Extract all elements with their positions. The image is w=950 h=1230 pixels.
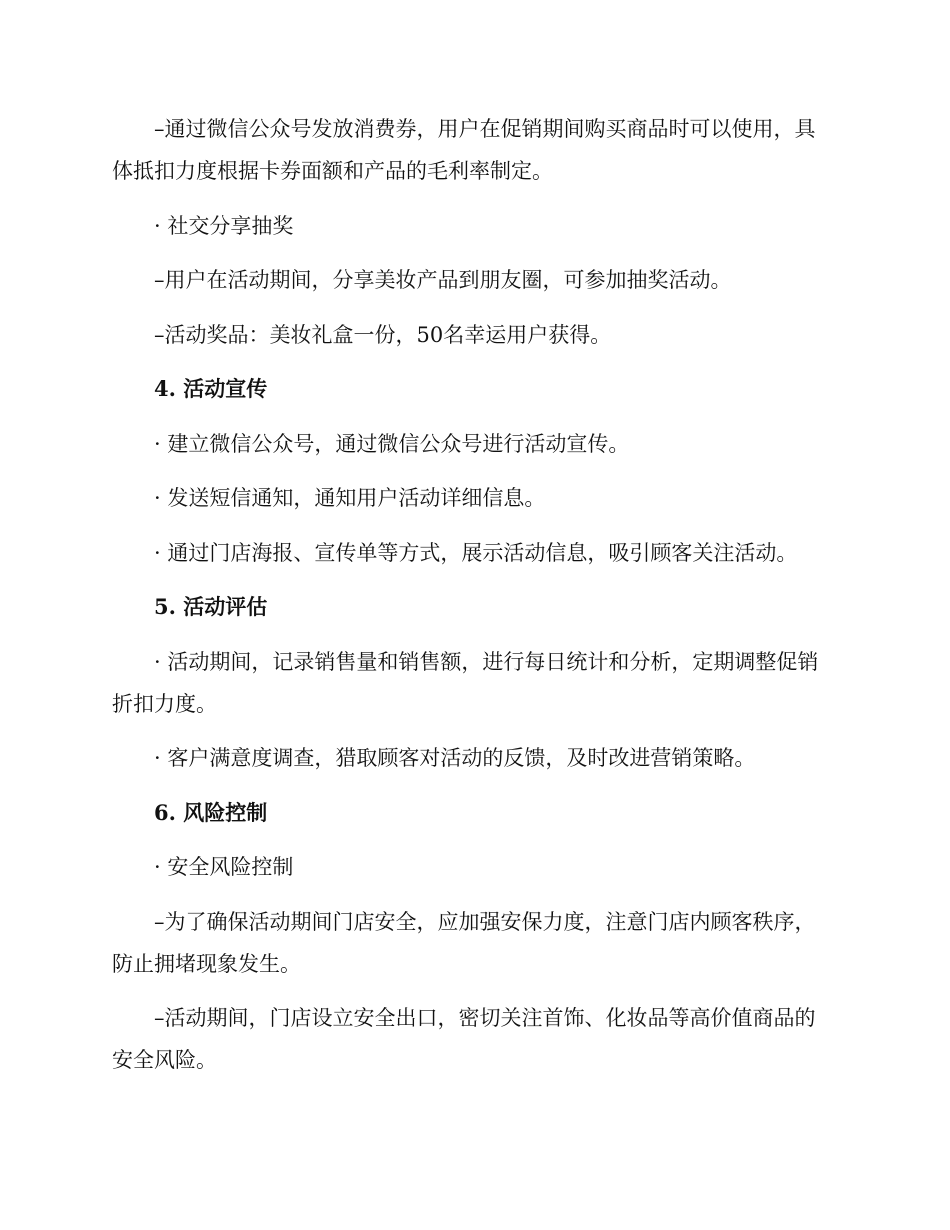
section-heading: 6. 风险控制 xyxy=(154,799,268,825)
paragraph: –通过微信公众号发放消费券，用户在促销期间购买商品时可以使用，具体抵扣力度根据卡券面额和产品的毛利率制定。 xyxy=(112,117,816,183)
section-heading: 5. 活动评估 xyxy=(154,594,268,619)
section-heading: 4. 活动宣传 xyxy=(154,376,268,401)
paragraph: · 安全风险控制 xyxy=(154,855,294,879)
paragraph: –用户在活动期间，分享美妆产品到朋友圈，可参加抽奖活动。 xyxy=(154,268,732,292)
paragraph: · 活动期间，记录销售量和销售额，进行每日统计和分析，定期调整促销折扣力度。 xyxy=(112,649,819,716)
paragraph: · 客户满意度调查，猎取顾客对活动的反馈，及时改进营销策略。 xyxy=(154,746,756,770)
document-body xyxy=(112,108,832,1094)
paragraph: –活动期间，门店设立安全出口，密切关注首饰、化妆品等高价值商品的安全风险。 xyxy=(112,1006,816,1072)
paragraph: · 通过门店海报、宣传单等方式，展示活动信息，吸引顾客关注活动。 xyxy=(154,540,798,565)
paragraph: · 建立微信公众号，通过微信公众号进行活动宣传。 xyxy=(154,431,630,456)
paragraph: –活动奖品：美妆礼盒一份，50名幸运用户获得。 xyxy=(154,322,612,347)
paragraph: –为了确保活动期间门店安全，应加强安保力度，注意门店内顾客秩序，防止拥堵现象发生。 xyxy=(112,909,816,976)
paragraph: · 社交分享抽奖 xyxy=(154,213,294,238)
paragraph: · 发送短信通知，通知用户活动详细信息。 xyxy=(154,486,546,510)
